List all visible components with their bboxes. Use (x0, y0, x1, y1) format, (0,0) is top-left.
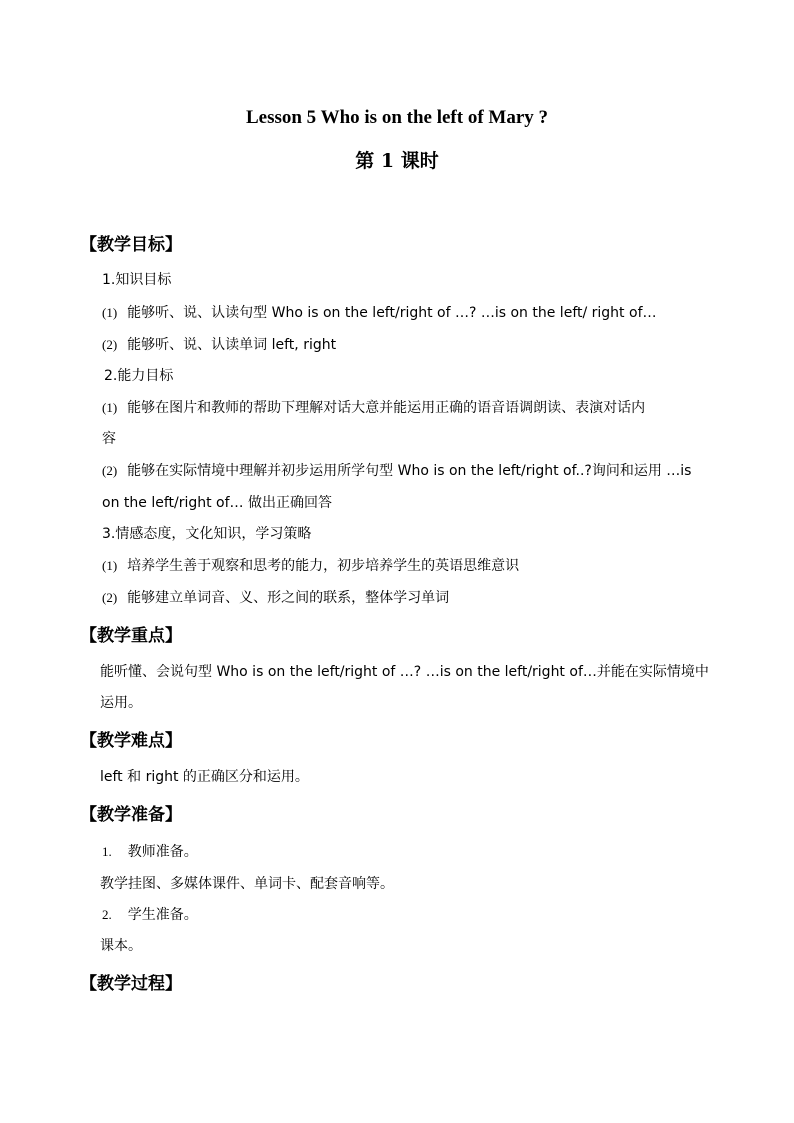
difficulties-text: left 和 right 的正确区分和运用。 (100, 769, 309, 785)
lesson-subtitle: 第 1 课时 (355, 150, 439, 172)
ability-goal-item-1 (102, 399, 645, 417)
item-number: (1) (102, 558, 118, 573)
attitude-goal-item-2 (102, 589, 449, 607)
attitude-goal-item-1 (102, 557, 519, 575)
item-text: 能够建立单词音、义、形之间的联系，整体学习单词 (127, 590, 450, 606)
ability-goal-label: 2.能力目标 (104, 368, 174, 384)
item-number: (2) (102, 337, 118, 352)
key-points-heading: 【教学重点】 (80, 626, 182, 646)
item-number: (1) (102, 305, 118, 320)
ability-goal-item-2-cont: on the left/right of… 做出正确回答 (102, 495, 332, 511)
item-text: 培养学生善于观察和思考的能力，初步培养学生的英语思维意识 (127, 558, 520, 574)
item-text: 能够听、说、认读句型 Who is on the left/right of …? …is on the left/ right of… (127, 305, 657, 321)
attitude-goal-label: 3.情感态度，文化知识，学习策略 (102, 526, 312, 542)
process-heading: 【教学过程】 (80, 974, 182, 994)
key-points-text: 能听懂、会说句型 Who is on the left/right of …? …is on the left/right of…并能在实际情境中 (100, 664, 709, 680)
student-preparation-items: 课本。 (100, 938, 142, 954)
ability-goal-item-2 (102, 462, 691, 480)
item-text: 学生准备。 (127, 907, 198, 923)
item-text: 能够在实际情境中理解并初步运用所学句型 Who is on the left/right of..?询问和运用 …is (127, 463, 692, 479)
item-text: 能够在图片和教师的帮助下理解对话大意并能运用正确的语音语调朗读、表演对话内 (127, 400, 646, 416)
knowledge-goal-item-1 (102, 304, 657, 322)
student-preparation (102, 906, 198, 924)
lesson-title: Lesson 5 Who is on the left of Mary ? (245, 107, 549, 128)
item-number: (2) (102, 590, 118, 605)
knowledge-goal-label: 1.知识目标 (102, 272, 172, 288)
key-points-text-cont: 运用。 (100, 695, 142, 711)
teacher-preparation-items: 教学挂图、多媒体课件、单词卡、配套音响等。 (100, 876, 394, 892)
knowledge-goal-item-2 (102, 336, 336, 354)
teacher-preparation (102, 843, 198, 861)
preparation-heading: 【教学准备】 (80, 805, 182, 825)
item-number: (1) (102, 400, 118, 415)
item-number: 2. (102, 907, 112, 922)
item-text: 教师准备。 (127, 844, 198, 860)
item-text: 能够听、说、认读单词 left, right (127, 337, 337, 353)
item-number: 1. (102, 844, 112, 859)
difficulties-heading: 【教学难点】 (80, 731, 182, 751)
ability-goal-item-1-cont: 容 (102, 431, 116, 447)
item-number: (2) (102, 463, 118, 478)
objectives-heading: 【教学目标】 (80, 235, 182, 255)
